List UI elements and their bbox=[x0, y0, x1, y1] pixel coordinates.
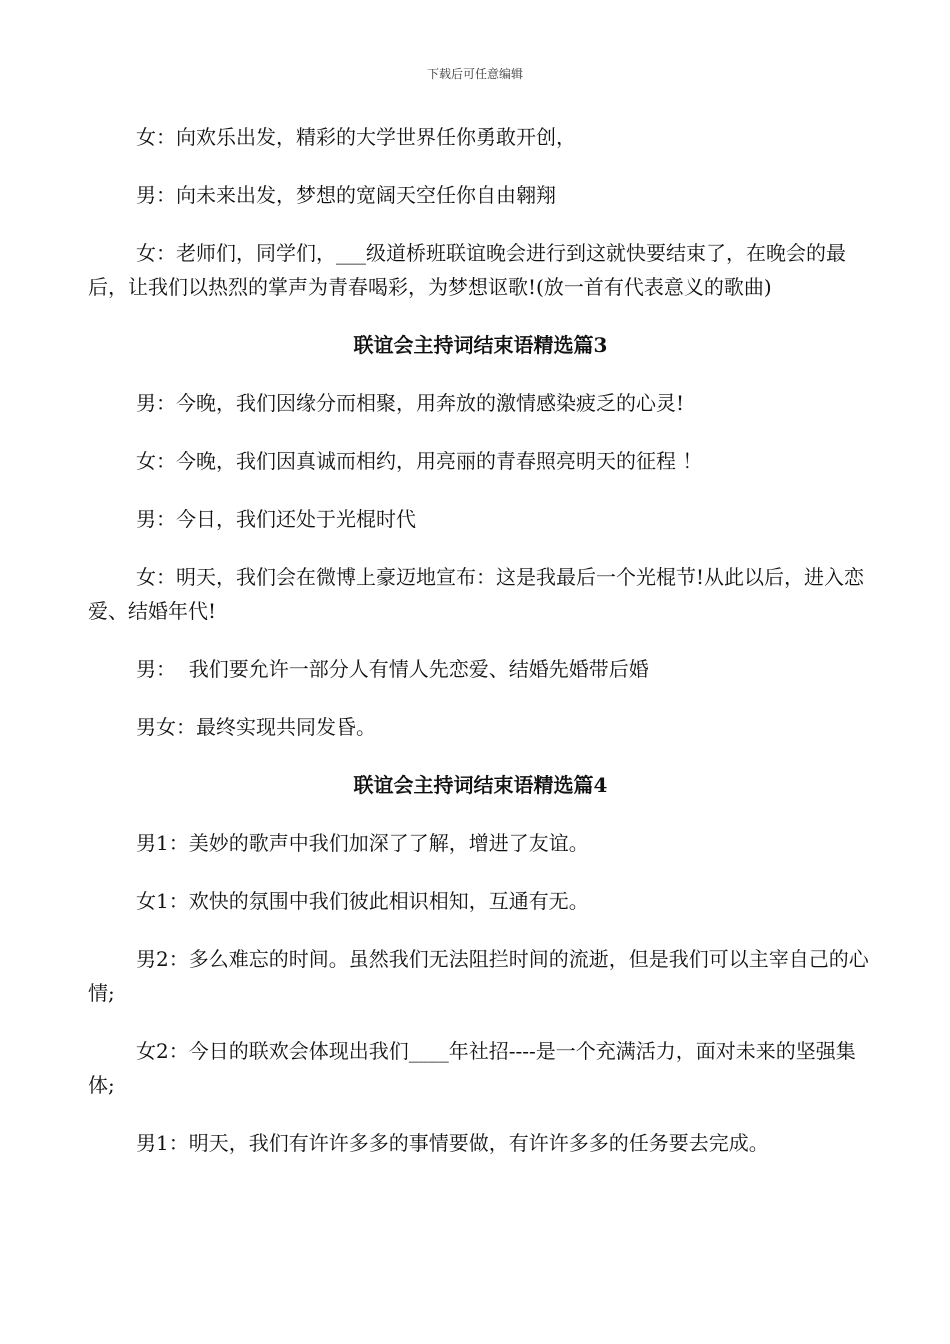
paragraph: 男2：多么难忘的时间。虽然我们无法阻拦时间的流逝，但是我们可以主宰自己的心情; bbox=[88, 947, 869, 1005]
paragraph: 男：今日，我们还处于光棍时代 bbox=[136, 507, 416, 531]
section-heading: 联谊会主持词结束语精选篇3 bbox=[353, 333, 608, 357]
page-header: 下载后可任意编辑 bbox=[426, 67, 523, 81]
paragraph: 女：老师们，同学们，___级道桥班联谊晚会进行到这就快要结束了，在晚会的最后，让我们以热烈的掌声为青春喝彩，为梦想讴歌!(放一首有代表意义的歌曲) bbox=[88, 241, 846, 299]
paragraph: 男女：最终实现共同发昏。 bbox=[136, 715, 376, 739]
paragraph: 女：今晚，我们因真诚而相约，用亮丽的青春照亮明天的征程 ！ bbox=[136, 449, 703, 473]
section-heading: 联谊会主持词结束语精选篇4 bbox=[353, 773, 608, 797]
paragraph: 男：向未来出发，梦想的宽阔天空任你自由翱翔 bbox=[136, 183, 556, 207]
paragraph: 男：今晚，我们因缘分而相聚，用奔放的激情感染疲乏的心灵! bbox=[136, 391, 685, 415]
paragraph: 女：明天，我们会在微博上豪迈地宣布：这是我最后一个光棍节!从此以后，进入恋爱、结婚年代! bbox=[88, 565, 865, 623]
document-body bbox=[88, 120, 873, 1184]
paragraph: 男： 我们要允许一部分人有情人先恋爱、结婚先婚带后婚 bbox=[136, 657, 649, 681]
paragraph: 男1：美妙的歌声中我们加深了了解，增进了友谊。 bbox=[136, 831, 589, 855]
paragraph: 女1：欢快的氛围中我们彼此相识相知，互通有无。 bbox=[136, 889, 589, 913]
paragraph: 女：向欢乐出发，精彩的大学世界任你勇敢开创， bbox=[136, 125, 576, 149]
paragraph: 女2：今日的联欢会体现出我们____年社招----是一个充满活力，面对未来的坚强集体; bbox=[88, 1039, 856, 1097]
paragraph: 男1：明天，我们有许许多多的事情要做，有许许多多的任务要去完成。 bbox=[136, 1131, 769, 1155]
